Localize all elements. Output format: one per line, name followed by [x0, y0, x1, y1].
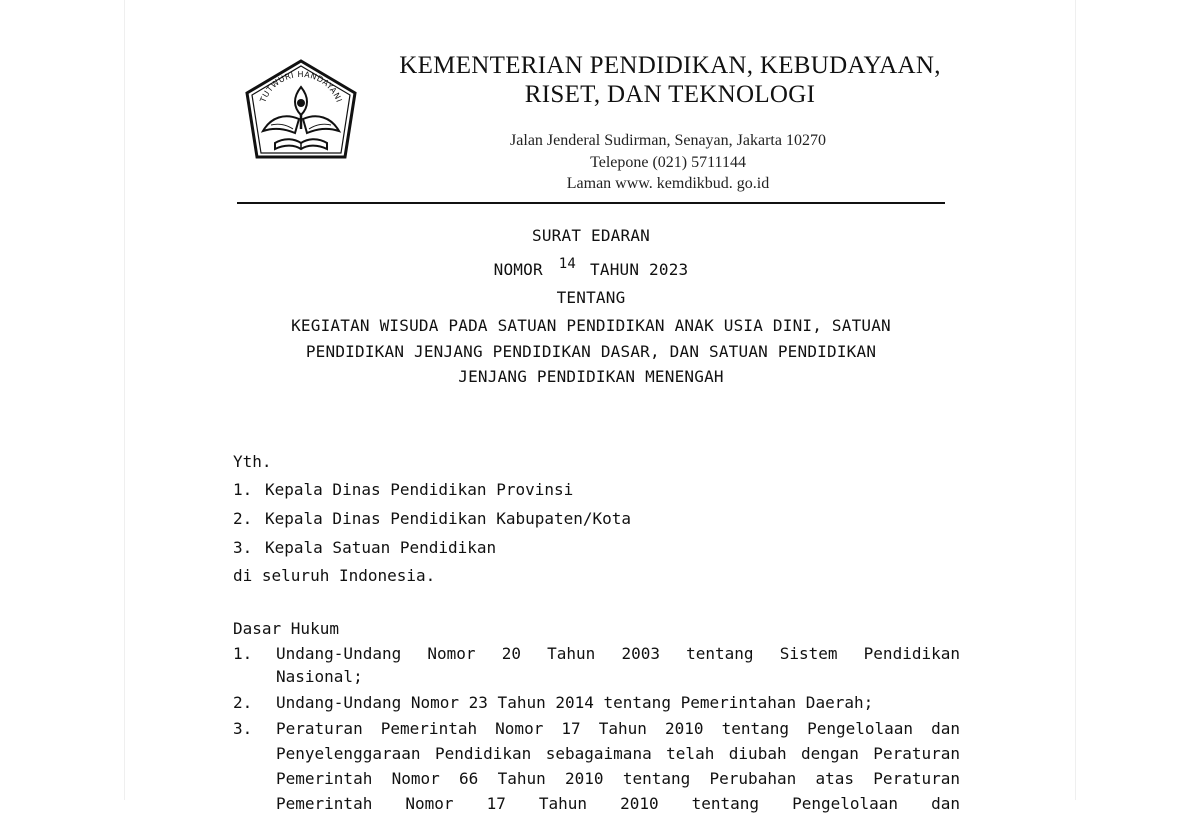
logo-motto: TUTWURI HANDAYANI — [258, 69, 344, 104]
legal-basis-text: Penyelenggaraan Pendidikan sebagaimana telah diubah dengan Peraturan — [276, 744, 960, 763]
addressee-num: 2. — [233, 509, 253, 528]
legal-basis-num: 2. — [233, 693, 253, 712]
doc-type-title: SURAT EDARAN — [532, 226, 650, 245]
legal-basis-text: Nasional; — [276, 667, 363, 686]
addressee-item: Kepala Dinas Pendidikan Kabupaten/Kota — [265, 509, 632, 528]
nomor-label: NOMOR — [493, 260, 543, 279]
letterhead-divider — [237, 202, 945, 204]
addressee-num: 1. — [233, 480, 253, 499]
legal-basis-text: Pemerintah Nomor 66 Tahun 2010 tentang Perubahan atas Peraturan — [276, 769, 960, 788]
website-line: Laman www. kemdikbud. go.id — [566, 175, 770, 192]
ministry-name-line2: RISET, DAN TEKNOLOGI — [524, 81, 816, 108]
ministry-name-line1: KEMENTERIAN PENDIDIKAN, KEBUDAYAAN, — [399, 52, 941, 79]
legal-basis-num: 3. — [233, 719, 253, 738]
addressee-item: Kepala Dinas Pendidikan Provinsi — [265, 480, 574, 499]
legal-basis-text: Peraturan Pemerintah Nomor 17 Tahun 2010 tentang Pengelolaan dan — [276, 719, 960, 738]
address-line: Jalan Jenderal Sudirman, Senayan, Jakarta 10270 — [510, 132, 826, 149]
doc-number-line — [237, 256, 945, 279]
legal-basis-num: 1. — [233, 644, 253, 663]
legal-basis-text: Undang-Undang Nomor 20 Tahun 2003 tentang Sistem Pendidikan — [276, 644, 960, 663]
phone-line: Telepone (021) 5711144 — [590, 154, 746, 171]
legal-basis-text: Pemerintah Nomor 17 Tahun 2010 tentang Pengelolaan dan — [276, 794, 960, 813]
addressee-closing: di seluruh Indonesia. — [233, 566, 436, 585]
kemdikbud-logo — [241, 57, 361, 173]
addressee-num: 3. — [233, 538, 253, 557]
subject-line3: JENJANG PENDIDIKAN MENENGAH — [458, 367, 724, 386]
subject-line2: PENDIDIKAN JENJANG PENDIDIKAN DASAR, DAN SATUAN PENDIDIKAN — [305, 342, 877, 361]
subject-line1: KEGIATAN WISUDA PADA SATUAN PENDIDIKAN ANAK USIA DINI, SATUAN — [291, 316, 891, 335]
tahun-label: TAHUN 2023 — [590, 260, 689, 279]
salutation: Yth. — [233, 452, 272, 471]
dasar-hukum-heading: Dasar Hukum — [233, 619, 339, 638]
tentang-label: TENTANG — [556, 288, 626, 307]
addressee-item: Kepala Satuan Pendidikan — [265, 538, 497, 557]
nomor-value: 14 — [558, 256, 577, 272]
legal-basis-text: Undang-Undang Nomor 23 Tahun 2014 tentang Pemerintahan Daerah; — [276, 693, 874, 712]
